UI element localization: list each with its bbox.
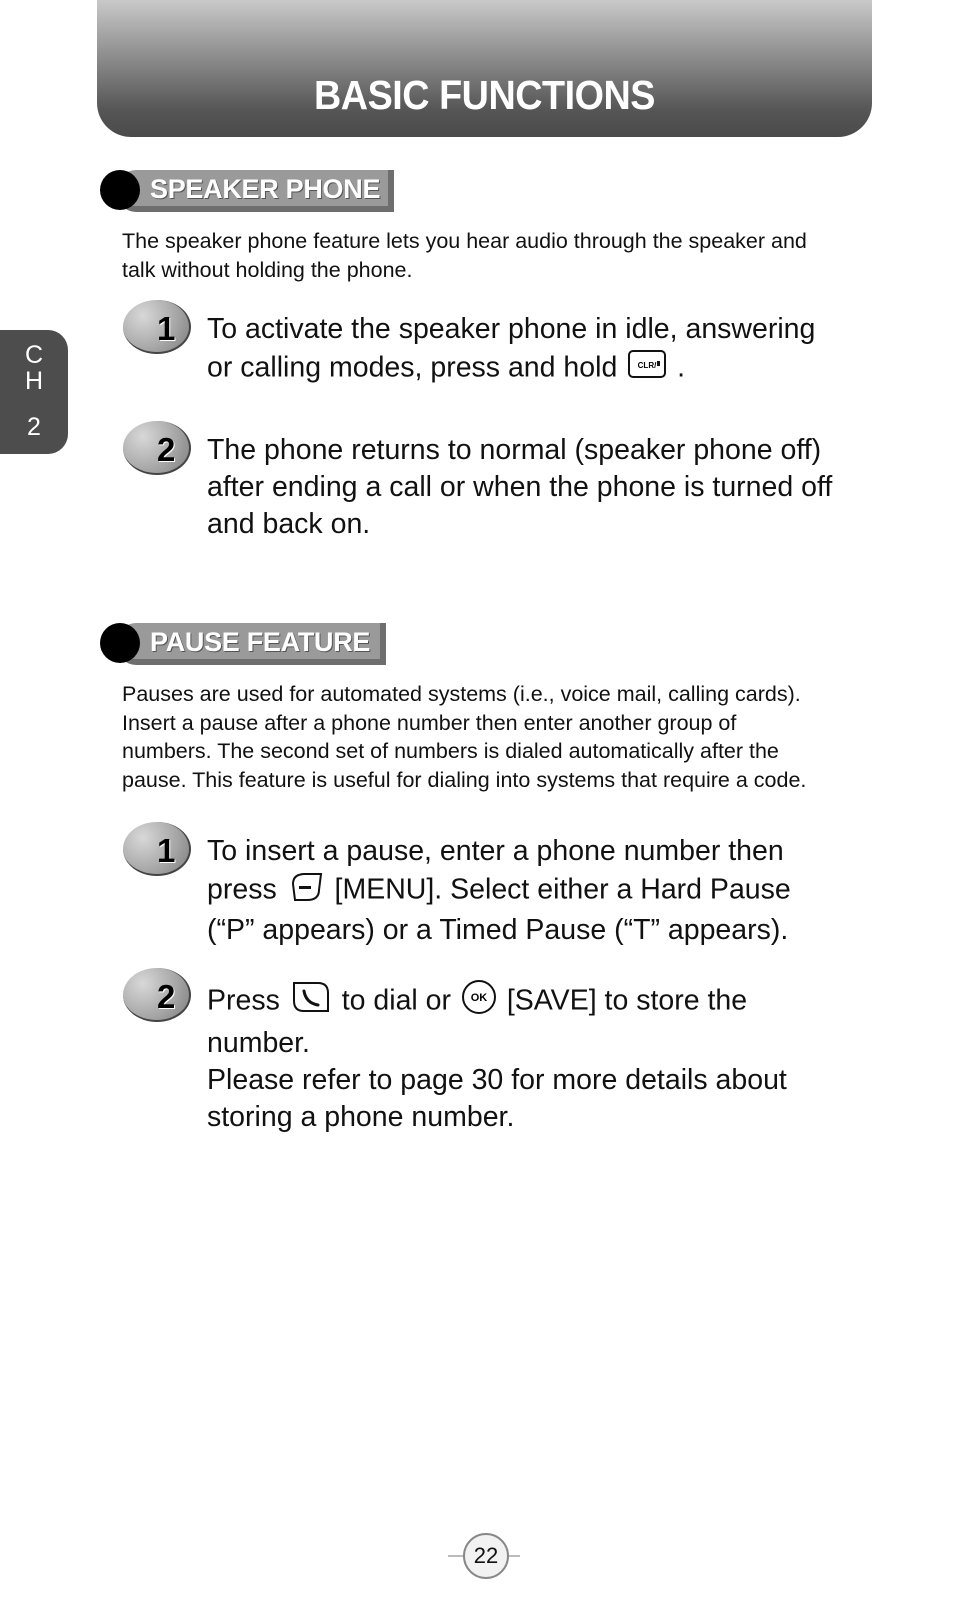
step-number-badge: [123, 968, 189, 1020]
step-line: To activate the speaker phone in idle, answering: [207, 313, 816, 345]
intro-line: pause. This feature is useful for dialing into systems that require a code.: [122, 767, 807, 792]
page-number-badge: [448, 1533, 520, 1579]
step-line: (“P” appears) or a Timed Pause (“T” appears).: [207, 914, 789, 946]
section-bullet-icon: [100, 623, 140, 663]
step-text-fragment: press: [207, 873, 277, 906]
step-number: 1: [157, 310, 176, 347]
chapter-tab-number: 2: [27, 413, 41, 441]
step-number: 2: [157, 978, 176, 1015]
step-line: storing a phone number.: [207, 1101, 515, 1133]
intro-line: The speaker phone feature lets you hear audio through the speaker and: [122, 229, 807, 253]
intro-line: numbers. The second set of numbers is dialed automatically after the: [122, 739, 779, 763]
chapter-tab-h: H: [24, 367, 44, 395]
step-line: The phone returns to normal (speaker phone off): [207, 434, 822, 466]
section-heading-text: SPEAKER PHONE: [150, 174, 381, 204]
step-text-fragment: or calling modes, press and hold: [207, 351, 618, 384]
step-line: To insert a pause, enter a phone number then: [207, 835, 784, 867]
speaker-phone-step-1: [207, 311, 907, 390]
step-number: 1: [157, 832, 176, 869]
step-line: after ending a call or when the phone is turned off: [207, 471, 833, 503]
intro-line: Insert a pause after a phone number then enter another group of: [122, 710, 737, 735]
step-text-fragment: .: [677, 351, 686, 384]
ok-key-label: OK: [470, 992, 488, 1004]
page-header-banner: [97, 0, 872, 137]
pause-feature-step-2: [207, 979, 907, 1136]
pause-feature-step-1: [207, 833, 907, 949]
intro-line: Pauses are used for automated systems (i.e., voice mail, calling cards).: [122, 682, 801, 706]
step-text-fragment: [MENU]. Select either a Hard Pause: [334, 873, 791, 906]
clr-speaker-key-icon: [625, 348, 669, 390]
step-line: [207, 870, 907, 912]
pause-feature-intro: [122, 680, 892, 794]
step-line: and back on.: [207, 508, 371, 540]
section-heading-text: PAUSE FEATURE: [150, 627, 371, 657]
speaker-phone-intro: [122, 227, 892, 284]
step-text-fragment: to dial or: [341, 984, 452, 1017]
svg-text:CLR/: CLR/: [637, 361, 657, 370]
step-line: [207, 348, 907, 390]
section-bullet-icon: [100, 170, 140, 210]
speaker-phone-step-2: [207, 432, 907, 543]
step-number-badge: [123, 822, 189, 874]
page-number: 22: [463, 1533, 509, 1579]
step-text-fragment: Press: [207, 984, 280, 1017]
step-line: [207, 979, 907, 1025]
chapter-tab-c: C: [24, 341, 44, 369]
step-text-fragment: [SAVE] to store the: [506, 984, 748, 1017]
chapter-tab: [0, 330, 68, 454]
step-number-badge: [123, 421, 189, 473]
page-title: BASIC FUNCTIONS: [314, 72, 655, 118]
step-number-badge: [123, 300, 189, 352]
menu-soft-key-icon: [285, 870, 327, 912]
intro-line: talk without holding the phone.: [122, 257, 413, 282]
send-call-key-icon: [288, 979, 334, 1025]
ok-key-icon: [459, 979, 499, 1025]
step-line: Please refer to page 30 for more details about: [207, 1064, 787, 1096]
step-line: number.: [207, 1027, 310, 1059]
step-number: 2: [157, 431, 176, 468]
